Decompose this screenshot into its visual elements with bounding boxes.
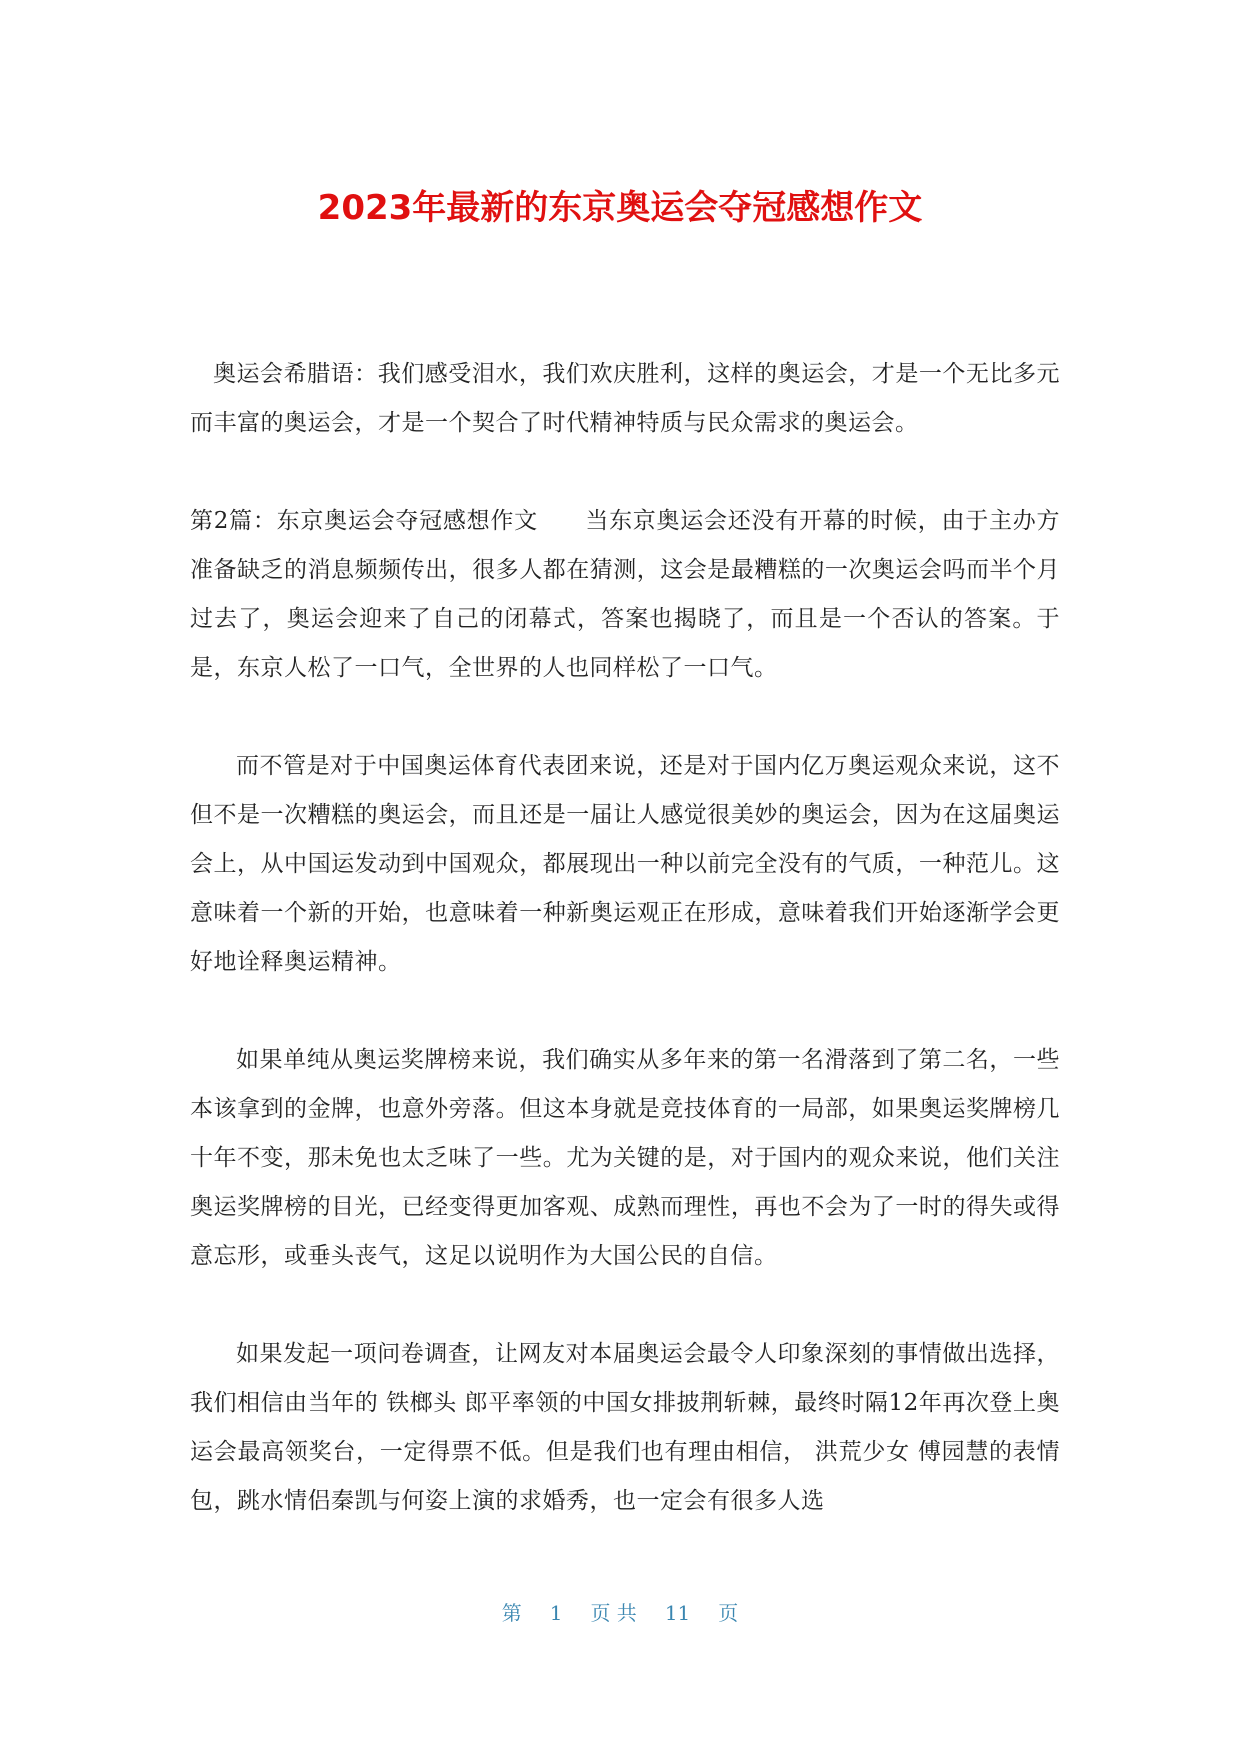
paragraph-gap [190, 693, 1060, 742]
document-body [190, 350, 1060, 1526]
paragraph-article-2-opening: 第2篇：东京奥运会夺冠感想作文 当东京奥运会还没有开幕的时候，由于主办方准备缺乏的消息频频传出，很多人都在猜测，这会是最糟糕的一次奥运会吗而半个月过去了，奥运会迎来了自己的闭幕式，答案也揭晓了，而且是一个否认的答案。于是，东京人松了一口气，全世界的人也同样松了一口气。 [190, 508, 1060, 681]
footer-prefix: 第 [501, 1601, 522, 1625]
paragraph-survey: 如果发起一项问卷调查，让网友对本届奥运会最令人印象深刻的事情做出选择，我们相信由当年的 铁榔头 郎平率领的中国女排披荆斩棘，最终时隔12年再次登上奥运会最高领奖台，一定得票不低。但是我们也有理由相信， 洪荒少女 傅园慧的表情包，跳水情侣秦凯与何姿上演的求婚秀，也一定会有很多人选 [190, 1341, 1060, 1514]
footer-suffix: 页 [718, 1601, 739, 1625]
paragraph-gap [190, 448, 1060, 497]
paragraph-gap [190, 987, 1060, 1036]
paragraph-medal-table: 如果单纯从奥运奖牌榜来说，我们确实从多年来的第一名滑落到了第二名，一些本该拿到的金牌，也意外旁落。但这本身就是竞技体育的一局部，如果奥运奖牌榜几十年不变，那未免也太乏味了一些。尤为关键的是，对于国内的观众来说，他们关注奥运奖牌榜的目光，已经变得更加客观、成熟而理性，再也不会为了一时的得失或得意忘形，或垂头丧气，这足以说明作为大国公民的自信。 [190, 1047, 1060, 1269]
footer-total-pages: 11 [664, 1601, 691, 1625]
document-title: 2023年最新的东京奥运会夺冠感想作文 [317, 188, 923, 228]
paragraph-new-olympic-view: 而不管是对于中国奥运体育代表团来说，还是对于国内亿万奥运观众来说，这不但不是一次糟糕的奥运会，而且还是一届让人感觉很美妙的奥运会，因为在这届奥运会上，从中国运发动到中国观众，都展现出一种以前完全没有的气质，一种范儿。这意味着一个新的开始，也意味着一种新奥运观正在形成，意味着我们开始逐渐学会更好地诠释奥运精神。 [190, 753, 1060, 975]
paragraph-intro: 奥运会希腊语：我们感受泪水，我们欢庆胜利，这样的奥运会，才是一个无比多元而丰富的奥运会，才是一个契合了时代精神特质与民众需求的奥运会。 [190, 361, 1060, 436]
footer-current-page: 1 [549, 1601, 563, 1625]
footer-middle: 页 共 [590, 1601, 637, 1625]
paragraph-gap [190, 1281, 1060, 1330]
page-number-footer [0, 1598, 1240, 1628]
